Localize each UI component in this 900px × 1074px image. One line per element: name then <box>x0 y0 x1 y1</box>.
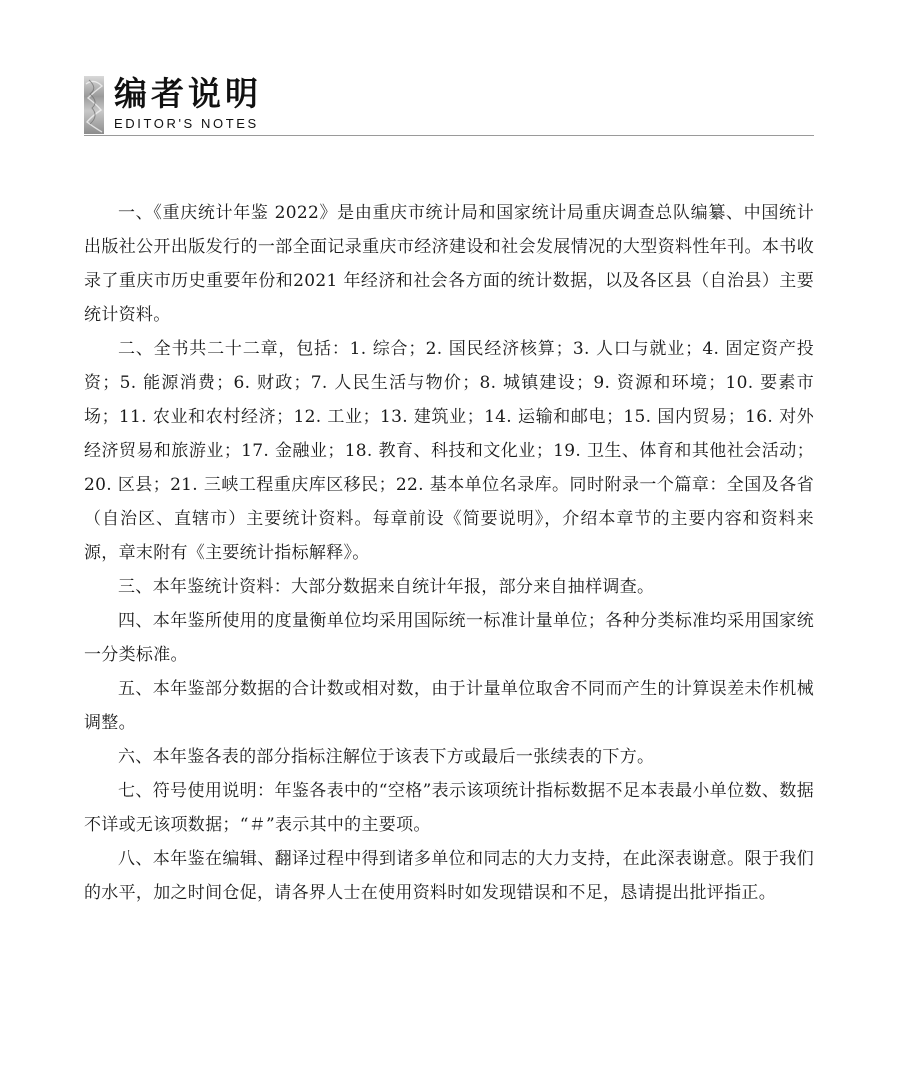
note-paragraph-3: 三、本年鉴统计资料：大部分数据来自统计年报，部分来自抽样调查。 <box>118 577 655 597</box>
page-header <box>84 72 814 136</box>
header-divider <box>84 135 814 136</box>
note-paragraph-8: 八、本年鉴在编辑、翻译过程中得到诸多单位和同志的大力支持，在此深表谢意。限于我们的水平，加之时间仓促，请各界人士在使用资料时如发现错误和不足，恳请提出批评指正。 <box>84 849 814 903</box>
note-paragraph-5: 五、本年鉴部分数据的合计数或相对数，由于计量单位取舍不同而产生的计算误差未作机械调整。 <box>84 679 814 733</box>
decorative-pattern-block <box>84 76 104 134</box>
note-paragraph-2: 二、全书共二十二章，包括：1. 综合；2. 国民经济核算；3. 人口与就业；4. 固定资产投资；5. 能源消费；6. 财政；7. 人民生活与物价；8. 城镇建设；9. 资源和环境；10. 要素市场；11. 农业和农村经济；12. 工业；13. 建筑业；14. 运输和邮电；15. 国内贸易；16. 对外经济贸易和旅游业；17. 金融业；18. 教育、科技和文化业；19. 卫生、体育和其他社会活动；20. 区县；21. 三峡工程重庆库区移民；22. 基本单位名录库。同时附录一个篇章：全国及各省（自治区、直辖市）主要统计资料。每章前设《简要说明》，介绍本章节的主要内容和资料来源，章末附有《主要统计指标解释》。 <box>84 339 814 563</box>
note-paragraph-7: 七、符号使用说明：年鉴各表中的“空格”表示该项统计指标数据不足本表最小单位数、数据不详或无该项数据；“＃”表示其中的主要项。 <box>84 781 814 835</box>
notes-body <box>84 196 814 910</box>
note-paragraph-1: 一、《重庆统计年鉴 2022》是由重庆市统计局和国家统计局重庆调查总队编纂、中国统计出版社公开出版发行的一部全面记录重庆市经济建设和社会发展情况的大型资料性年刊。本书收录了重庆市历史重要年份和2021 年经济和社会各方面的统计数据，以及各区县（自治县）主要统计资料。 <box>84 203 814 325</box>
page-subtitle-english: EDITOR'S NOTES <box>114 116 259 131</box>
note-paragraph-6: 六、本年鉴各表的部分指标注解位于该表下方或最后一张续表的下方。 <box>118 747 655 767</box>
page-title: 编者说明 <box>114 74 262 113</box>
note-paragraph-4: 四、本年鉴所使用的度量衡单位均采用国际统一标准计量单位；各种分类标准均采用国家统一分类标准。 <box>84 611 814 665</box>
